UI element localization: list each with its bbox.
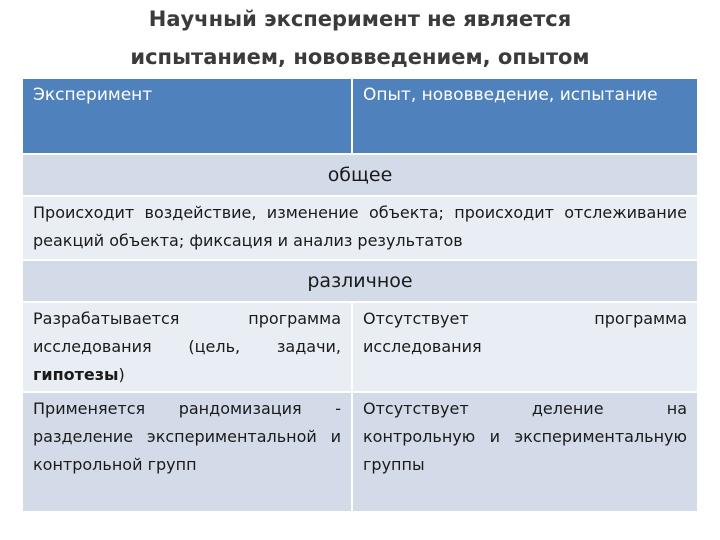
row-randomization-left: Применяется рандомизация - разделение экспериментальной и контрольной групп bbox=[22, 392, 352, 512]
slide-title-line-2: испытанием, нововведением, опытом bbox=[130, 45, 590, 69]
common-text: Происходит воздействие, изменение объекта; происходит отслеживание реакций объекта; фиксация и анализ результатов bbox=[22, 196, 698, 260]
slide-title-line-1: Научный эксперимент не является bbox=[148, 7, 572, 31]
row-program-left-tail: ) bbox=[118, 365, 125, 384]
comparison-table bbox=[21, 77, 699, 513]
header-experience-innovation-trial: Опыт, нововведение, испытание bbox=[352, 78, 698, 154]
table-row bbox=[22, 392, 698, 512]
row-program-left bbox=[22, 302, 352, 392]
row-randomization-right: Отсутствует деление на контрольную и экспериментальную группы bbox=[352, 392, 698, 512]
different-label-row bbox=[22, 260, 698, 302]
different-label: различное bbox=[22, 260, 698, 302]
common-label: общее bbox=[22, 154, 698, 196]
table-row bbox=[22, 302, 698, 392]
row-program-right: Отсутствует программа исследования bbox=[352, 302, 698, 392]
row-program-left-text: Разрабатывается программа исследования (цель, задачи, bbox=[33, 309, 341, 356]
table-header-row bbox=[22, 78, 698, 154]
common-text-row bbox=[22, 196, 698, 260]
row-program-left-bold: гипотезы bbox=[33, 365, 119, 384]
slide-title bbox=[0, 0, 720, 76]
common-label-row bbox=[22, 154, 698, 196]
header-experiment: Эксперимент bbox=[22, 78, 352, 154]
